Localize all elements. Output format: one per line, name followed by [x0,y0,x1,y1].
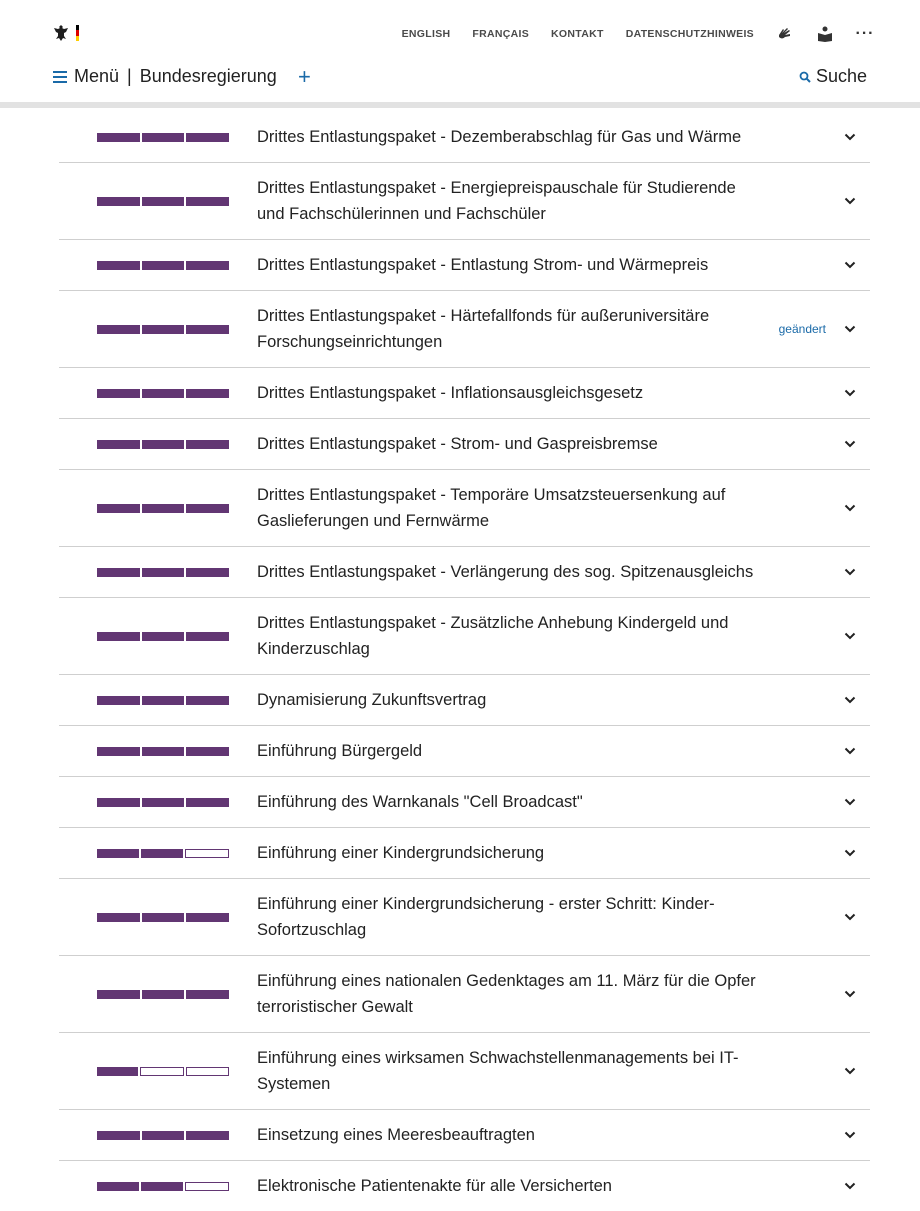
list-item[interactable] [59,1160,870,1211]
progress-segment-filled [186,632,229,641]
chevron-down-icon[interactable] [844,261,856,269]
german-flag-icon [76,25,79,41]
easy-language-icon[interactable] [816,25,834,43]
progress-segment-filled [142,197,185,206]
progress-segment-empty [140,1067,183,1076]
progress-segment-filled [186,913,229,922]
list-item-title: Drittes Entlastungspaket - Strom- und Gaspreisbremse [257,435,658,453]
progress-segment-filled [142,632,185,641]
list-item-title: Einführung einer Kindergrundsicherung - erster Schritt: Kinder-Sofortzuschlag [257,895,715,939]
chevron-down-icon[interactable] [844,568,856,576]
progress-segment-filled [97,1182,139,1191]
list-item[interactable] [59,469,870,546]
list-item[interactable] [59,418,870,469]
progress-indicator [97,325,229,334]
progress-segment-filled [97,747,140,756]
list-item[interactable] [59,725,870,776]
list-item[interactable] [59,162,870,239]
progress-indicator [97,696,229,705]
progress-segment-filled [97,261,140,270]
progress-indicator [97,632,229,641]
list-item[interactable] [59,1109,870,1160]
progress-indicator [97,747,229,756]
progress-segment-filled [142,133,185,142]
progress-segment-filled [186,568,229,577]
progress-segment-filled [97,632,140,641]
progress-segment-filled [97,504,140,513]
list-item-title: Einführung Bürgergeld [257,742,423,760]
progress-indicator [97,261,229,270]
progress-segment-filled [142,798,185,807]
list-item[interactable] [59,290,870,367]
hamburger-icon [53,71,67,83]
progress-segment-filled [186,389,229,398]
progress-indicator [97,798,229,807]
progress-segment-filled [186,133,229,142]
list-item-title: Drittes Entlastungspaket - Inflationsausgleichsgesetz [257,384,644,402]
list-item[interactable] [59,827,870,878]
progress-indicator [97,568,229,577]
list-item-title: Drittes Entlastungspaket - Verlängerung des sog. Spitzenausgleichs [257,563,754,581]
progress-segment-filled [142,389,185,398]
progress-indicator [97,133,229,142]
progress-segment-empty [185,849,229,858]
site-title[interactable]: Bundesregierung [139,66,277,86]
progress-indicator [97,849,229,858]
chevron-down-icon[interactable] [844,197,856,205]
progress-segment-filled [142,990,185,999]
link-datenschutzhinweis[interactable]: DATENSCHUTZHINWEIS [625,28,754,40]
list-item-title: Einführung des Warnkanals "Cell Broadcast" [257,793,583,811]
project-list [59,112,870,1211]
list-item[interactable] [59,674,870,725]
sign-language-icon[interactable] [776,25,794,43]
progress-segment-filled [142,747,185,756]
list-item[interactable] [59,112,870,162]
chevron-down-icon[interactable] [844,747,856,755]
progress-segment-filled [186,696,229,705]
progress-segment-filled [142,325,185,334]
progress-segment-filled [186,747,229,756]
chevron-down-icon[interactable] [844,389,856,397]
status-badge: geändert [778,322,826,336]
header-separator: | [127,66,132,86]
list-item[interactable] [59,367,870,418]
list-item-title: Einsetzung eines Meeresbeauftragten [257,1126,535,1144]
list-item[interactable] [59,546,870,597]
progress-segment-filled [141,1182,183,1191]
plus-icon[interactable]: + [298,64,311,89]
list-item-title: Drittes Entlastungspaket - Temporäre Umsatzsteuersenkung auf Gaslieferungen und Fernwärme [257,486,726,530]
search-label: Suche [815,66,867,86]
progress-segment-filled [97,990,140,999]
progress-indicator [97,504,229,513]
list-item-title: Dynamisierung Zukunftsvertrag [257,691,487,709]
chevron-down-icon[interactable] [844,632,856,640]
progress-segment-filled [97,913,140,922]
progress-segment-filled [186,440,229,449]
list-item[interactable] [59,239,870,290]
list-item-title: Elektronische Patientenakte für alle Versicherten [257,1177,612,1195]
chevron-down-icon[interactable] [844,1182,856,1190]
chevron-down-icon[interactable] [844,913,856,921]
progress-indicator [97,1067,229,1076]
chevron-down-icon[interactable] [844,849,856,857]
progress-segment-filled [142,504,185,513]
progress-segment-filled [142,261,185,270]
list-item-title: Einführung einer Kindergrundsicherung [257,844,545,862]
progress-segment-empty [185,1182,229,1191]
chevron-down-icon[interactable] [844,133,856,141]
chevron-down-icon[interactable] [844,325,856,333]
chevron-down-icon[interactable] [844,1131,856,1139]
chevron-down-icon[interactable] [844,990,856,998]
list-item[interactable] [59,878,870,955]
list-item-title: Drittes Entlastungspaket - Zusätzliche Anhebung Kindergeld und Kinderzuschlag [257,614,729,658]
chevron-down-icon[interactable] [844,504,856,512]
link-francais[interactable]: FRANÇAIS [472,28,530,40]
chevron-down-icon[interactable] [844,798,856,806]
progress-segment-filled [141,849,183,858]
list-item[interactable] [59,776,870,827]
progress-segment-filled [186,990,229,999]
list-item-title: Drittes Entlastungspaket - Härtefallfonds für außeruniversitäre Forschungseinrichtungen [257,307,710,351]
progress-segment-filled [97,133,140,142]
list-item-title: Drittes Entlastungspaket - Energiepreispauschale für Studierende und Fachschülerinnen und Fachschüler [257,179,736,223]
main-header [0,60,920,103]
progress-indicator [97,1182,229,1191]
chevron-down-icon[interactable] [844,1067,856,1075]
utility-bar [0,0,920,66]
progress-segment-filled [97,389,140,398]
progress-segment-filled [142,440,185,449]
progress-segment-filled [97,798,140,807]
progress-segment-filled [142,696,185,705]
list-item-title: Drittes Entlastungspaket - Dezemberabschlag für Gas und Wärme [257,128,742,146]
progress-indicator [97,197,229,206]
progress-segment-filled [186,261,229,270]
link-kontakt[interactable]: KONTAKT [551,28,604,40]
list-item-title: Einführung eines nationalen Gedenktages am 11. März für die Opfer terroristischer Gewalt [257,972,756,1016]
progress-segment-filled [142,913,185,922]
progress-indicator [97,1131,229,1140]
progress-segment-filled [97,696,140,705]
progress-segment-filled [97,1131,140,1140]
header-divider [0,102,920,108]
chevron-down-icon[interactable] [844,696,856,704]
list-item[interactable] [59,955,870,1032]
chevron-down-icon[interactable] [844,440,856,448]
progress-segment-filled [186,325,229,334]
list-item[interactable] [59,597,870,674]
progress-segment-filled [97,197,140,206]
progress-segment-filled [97,568,140,577]
federal-eagle-icon [53,24,69,42]
progress-segment-filled [186,504,229,513]
progress-indicator [97,389,229,398]
menu-label: Menü [74,66,120,86]
menu-button[interactable] [53,66,277,87]
link-english[interactable]: ENGLISH [401,28,451,40]
progress-segment-filled [97,440,140,449]
progress-segment-filled [97,849,139,858]
search-button[interactable] [799,66,867,87]
progress-segment-filled [97,325,140,334]
search-icon [799,71,811,83]
progress-segment-filled [186,1131,229,1140]
list-item-title: Drittes Entlastungspaket - Entlastung Strom- und Wärmepreis [257,256,709,274]
progress-segment-filled [142,1131,185,1140]
more-icon[interactable]: ··· [855,25,875,42]
utility-links [402,24,920,44]
progress-segment-filled [186,798,229,807]
progress-indicator [97,913,229,922]
list-item[interactable] [59,1032,870,1109]
progress-segment-filled [97,1067,138,1076]
progress-segment-empty [186,1067,229,1076]
progress-segment-filled [186,197,229,206]
progress-indicator [97,440,229,449]
progress-indicator [97,990,229,999]
progress-segment-filled [142,568,185,577]
list-item-title: Einführung eines wirksamen Schwachstellenmanagements bei IT-Systemen [257,1049,739,1093]
